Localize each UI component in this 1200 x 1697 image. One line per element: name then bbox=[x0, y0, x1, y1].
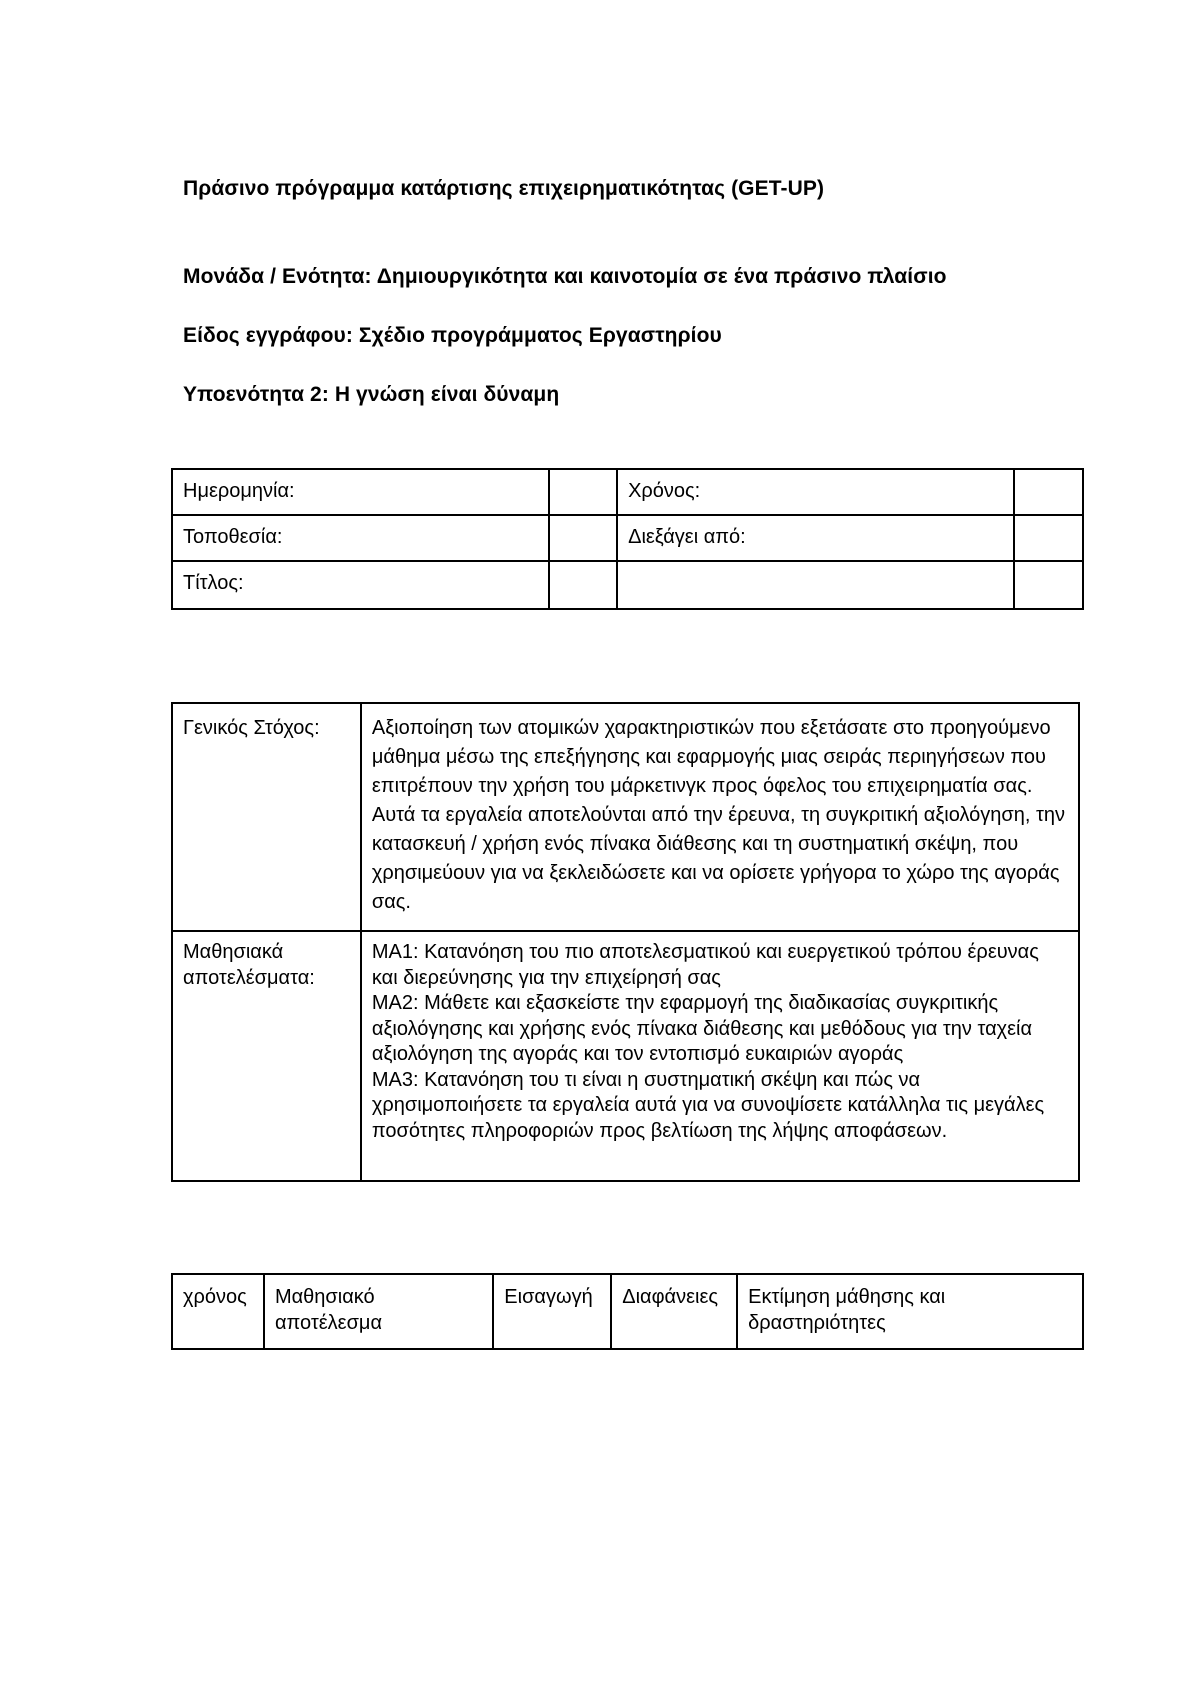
title-label: Τίτλος: bbox=[172, 561, 549, 609]
column-header-introduction: Εισαγωγή bbox=[493, 1274, 611, 1349]
table-row bbox=[172, 703, 1079, 931]
time-value-cell[interactable] bbox=[1014, 469, 1083, 515]
time-label: Χρόνος: bbox=[617, 469, 1014, 515]
table-row bbox=[172, 931, 1079, 1181]
conducted-by-value-cell[interactable] bbox=[1014, 515, 1083, 561]
general-goal-text: Αξιοποίηση των ατομικών χαρακτηριστικών που εξετάσατε στο προηγούμενο μάθημα μέσω της επεξήγησης και εφαρμογής μιας σειράς περιηγήσεων που επιτρέπουν την χρήση του μάρκετινγκ προς όφελος του επιχειρηματία σας. Αυτά τα εργαλεία αποτελούνται από την έρευνα, τη συγκριτική αξιολόγηση, την κατασκευή / χρήση ενός πίνακα διάθεσης και τη συστηματική σκέψη, που χρησιμεύουν για να ξεκλειδώσετε και να ορίσετε γρήγορα το χώρο της αγοράς σας. bbox=[361, 703, 1079, 931]
module-heading: Μονάδα / Ενότητα: Δημιουργικότητα και καινοτομία σε ένα πράσινο πλαίσιο bbox=[183, 265, 947, 288]
column-header-time: χρόνος bbox=[172, 1274, 264, 1349]
learning-outcome-3: ΜΑ3: Κατανόηση του τι είναι η συστηματική σκέψη και πώς να χρησιμοποιήσετε τα εργαλεία αυτά για να συνοψίσετε κατάλληλα τις μεγάλες ποσότητες πληροφοριών προς βελτίωση της λήψης αποφάσεων. bbox=[371, 1068, 1045, 1142]
learning-outcome-1: ΜΑ1: Κατανόηση του πιο αποτελεσματικού και ευεργετικού τρόπου έρευνας και διερεύνησης για την επιχείρησή σας bbox=[371, 941, 1039, 989]
schedule-table bbox=[171, 1273, 1084, 1350]
conducted-by-label: Διεξάγει από: bbox=[617, 515, 1014, 561]
location-label: Τοποθεσία: bbox=[172, 515, 549, 561]
learning-outcomes-list bbox=[361, 931, 1079, 1181]
location-value-cell[interactable] bbox=[549, 515, 617, 561]
title-value-cell[interactable] bbox=[549, 561, 617, 609]
program-title: Πράσινο πρόγραμμα κατάρτισης επιχειρηματικότητας (GET-UP) bbox=[183, 177, 825, 200]
learning-outcomes-label: Μαθησιακά αποτελέσματα: bbox=[172, 931, 361, 1181]
document-type-heading: Είδος εγγράφου: Σχέδιο προγράμματος Εργαστηρίου bbox=[183, 324, 722, 347]
goals-table bbox=[171, 702, 1080, 1182]
info-table bbox=[171, 468, 1084, 610]
empty-cell[interactable] bbox=[1014, 561, 1083, 609]
table-row bbox=[172, 469, 1083, 515]
general-goal-label: Γενικός Στόχος: bbox=[172, 703, 361, 931]
column-header-assessment: Εκτίμηση μάθησης και δραστηριότητες bbox=[737, 1274, 1083, 1349]
date-label: Ημερομηνία: bbox=[172, 469, 549, 515]
subunit-heading: Υποενότητα 2: Η γνώση είναι δύναμη bbox=[183, 383, 560, 406]
learning-outcome-2: ΜΑ2: Μάθετε και εξασκείστε την εφαρμογή της διαδικασίας συγκριτικής αξιολόγησης και χρήσης ενός πίνακα διάθεσης και μεθόδους για την ταχεία αξιολόγηση της αγοράς και τον εντοπισμό ευκαιριών αγοράς bbox=[371, 992, 1033, 1065]
table-row bbox=[172, 515, 1083, 561]
table-header-row bbox=[172, 1274, 1083, 1349]
column-header-learning-outcome: Μαθησιακό αποτέλεσμα bbox=[264, 1274, 493, 1349]
date-value-cell[interactable] bbox=[549, 469, 617, 515]
table-row bbox=[172, 561, 1083, 609]
column-header-slides: Διαφάνειες bbox=[611, 1274, 737, 1349]
empty-cell[interactable] bbox=[617, 561, 1014, 609]
